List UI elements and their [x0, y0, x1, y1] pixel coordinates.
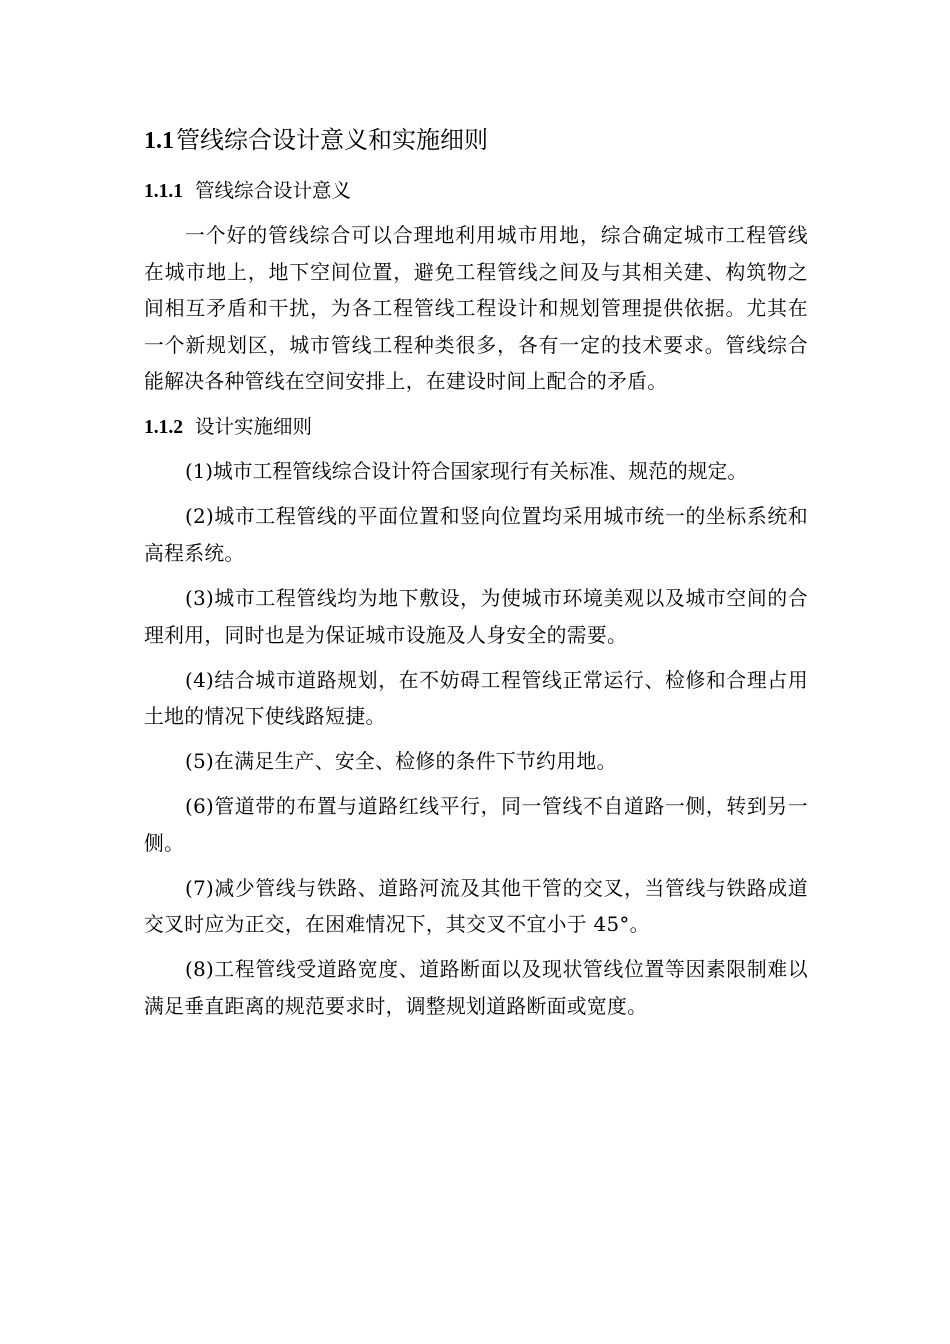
section-heading: [144, 118, 808, 163]
list-item: (6)管道带的布置与道路红线平行，同一管线不自道路一侧，转到另一侧。: [144, 795, 808, 855]
list-item: (3)城市工程管线均为地下敷设，为使城市环境美观以及城市空间的合理利用，同时也是为保证城市设施及人身安全的需要。: [144, 586, 808, 647]
subsection-title-1: 管线综合设计意义: [195, 179, 352, 202]
body-paragraph: 一个好的管线综合可以合理地利用城市用地，综合确定城市工程管线在城市地上，地下空间位置，避免工程管线之间及与其相关建、构筑物之间相互矛盾和干扰，为各工程管线工程设计和规划管理提供依据。尤其在一个新规划区，城市管线工程种类很多，各有一定的技术要求。管线综合能解决各种管线在空间安排上，在建设时间上配合的矛盾。: [144, 224, 808, 394]
subsection-heading-2: [144, 409, 808, 446]
section-number: 1.1: [144, 128, 174, 154]
section-title: 管线综合设计意义和实施细则: [176, 126, 488, 154]
list-item: (1)城市工程管线综合设计符合国家现行有关标准、规范的规定。: [185, 460, 748, 484]
list-item: (2)城市工程管线的平面位置和竖向位置均采用城市统一的坐标系统和高程系统。: [144, 505, 808, 565]
list-item: (8)工程管线受道路宽度、道路断面以及现状管线位置等因素限制难以满足垂直距离的规范要求时，调整规划道路断面或宽度。: [144, 958, 808, 1018]
document-page: [144, 118, 808, 1034]
subsection-title-2: 设计实施细则: [195, 415, 313, 439]
list-item: (4)结合城市道路规划，在不妨碍工程管线正常运行、检修和合理占用土地的情况下使线路短捷。: [144, 668, 808, 729]
subsection-number-2: 1.1.2: [144, 417, 183, 439]
subsection-number-1: 1.1.1: [144, 181, 183, 202]
list-item: (7)减少管线与铁路、道路河流及其他干管的交叉，当管线与铁路成道交叉时应为正交，在困难情况下，其交叉不宜小于 45°。: [144, 876, 808, 937]
subsection-heading-1: [144, 173, 808, 210]
list-item: (5)在满足生产、安全、检修的条件下节约用地。: [185, 750, 617, 774]
